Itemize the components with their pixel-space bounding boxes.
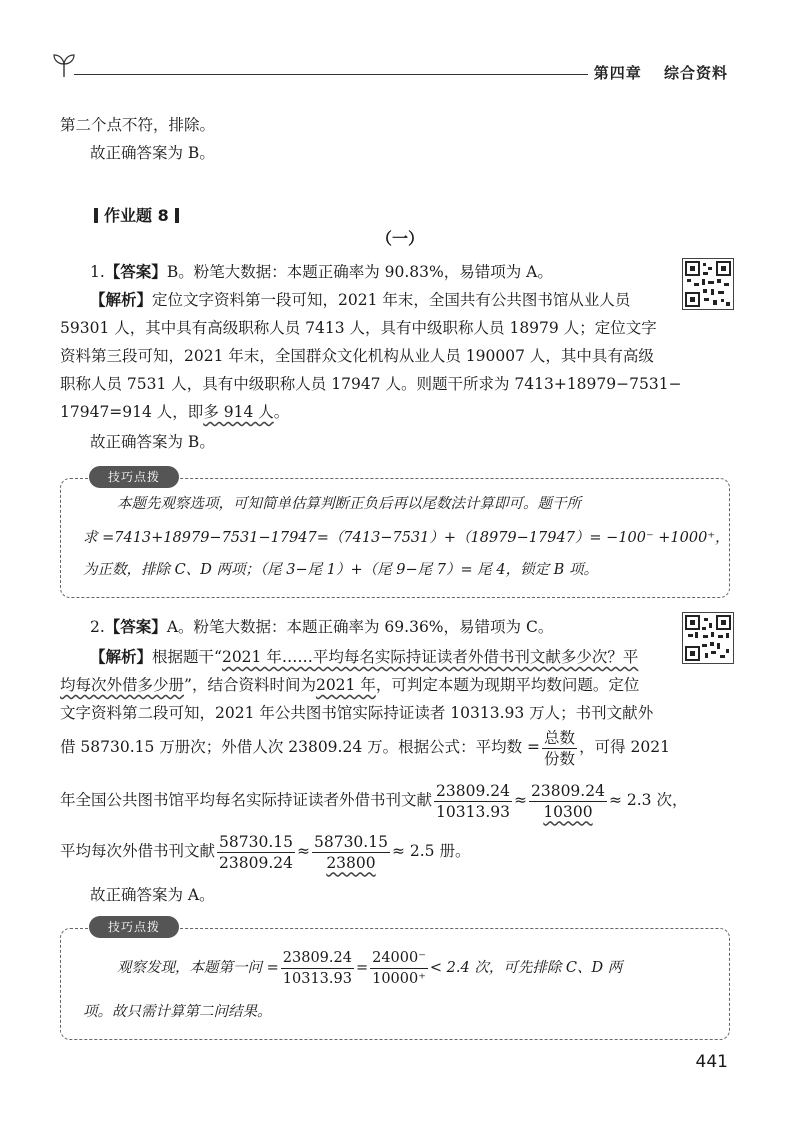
- q2-tip-text-1: 观察发现，本题第一问 =: [117, 960, 279, 976]
- q1-highlight: 多 914 人: [203, 403, 274, 421]
- sprout-icon: [52, 52, 76, 78]
- q2-highlight-1: 2021 年……平均每名实际持证读者外借书刊文献多少次？平: [221, 648, 639, 666]
- approx-sign: ≈: [513, 791, 527, 809]
- approx-sign: ≈: [296, 842, 310, 860]
- page-number: 441: [695, 1052, 728, 1072]
- header-rule: [74, 74, 588, 75]
- q2-analysis-line-3: 文字资料第二段可知，2021 年公共图书馆实际持证读者 10313.93 万人；书刊文献外: [60, 704, 654, 722]
- title-bar-right: [175, 208, 179, 223]
- chapter-title: 综合资料: [663, 64, 728, 82]
- q1-answer-tag: 【答案】: [104, 263, 167, 281]
- q2-answer-tag: 【答案】: [104, 618, 167, 636]
- section-subtitle: （一）: [375, 229, 424, 248]
- q2-answer-line: [90, 616, 553, 638]
- q1-tip-line-3: 为正数，排除 C、D 两项；（尾 3−尾 1）+（尾 9−尾 7）= 尾 4，锁定 B 项。: [83, 562, 598, 578]
- tip-fraction-2: [370, 948, 428, 989]
- qr-icon: [683, 259, 733, 309]
- tip-fraction-1-num: 23809.24: [281, 948, 354, 969]
- tip-fraction-1: [281, 948, 354, 989]
- q2-conclusion: 故正确答案为 A。: [90, 886, 215, 904]
- intro-line-1: 第二个点不符，排除。: [60, 116, 216, 134]
- formula-fraction: [542, 728, 577, 769]
- q1-analysis-line-4: 职称人员 7531 人，具有中级职称人员 17947 人。则题干所求为 7413+18979−7531−: [60, 375, 682, 393]
- q1-tip-box: [60, 470, 730, 598]
- q2-highlight-3: 2021 年: [315, 676, 376, 694]
- q2-analysis-text-6: 平均每次外借书刊文献: [60, 842, 216, 860]
- fraction-4-num: 58730.15: [313, 832, 388, 851]
- q1-analysis-text-5: 17947=914 人，即: [60, 403, 204, 421]
- q1-analysis-line-1: [90, 289, 630, 311]
- chapter-heading: [578, 62, 728, 83]
- q1-analysis-line-2: 59301 人，其中具有高级职称人员 7413 人，具有中级职称人员 18979 人；定位文字: [60, 319, 657, 337]
- section-title-text: 作业题 8: [104, 206, 169, 225]
- q2-tip-line-1: [117, 947, 622, 989]
- tip-fraction-1-den: 10313.93: [282, 970, 352, 987]
- q2-tip-label: 技巧点拨: [89, 916, 179, 938]
- q1-tip-line-1: 本题先观察选项，可知简单估算判断正负后再以尾数法计算即可。题干所: [117, 496, 581, 512]
- fraction-4-den: 23800: [326, 853, 376, 872]
- fraction-2-den: 10300: [543, 802, 593, 821]
- fraction-1-den: 10313.93: [436, 802, 510, 821]
- q2-tip-line-2: 项。故只需计算第二问结果。: [83, 1004, 272, 1020]
- q1-number: 1.: [90, 263, 105, 281]
- section-title: [88, 203, 185, 226]
- fraction-3-den: 23809.24: [219, 853, 293, 872]
- q1-conclusion: 故正确答案为 B。: [90, 433, 215, 451]
- qr-code-q2[interactable]: [682, 612, 734, 664]
- q2-tip-box: [60, 920, 730, 1040]
- q1-answer-line: [90, 261, 553, 283]
- q1-analysis-line-5: [60, 401, 289, 423]
- q2-tip-text-1-end: < 2.4 次，可先排除 C、D 两: [429, 960, 623, 976]
- title-bar-left: [94, 208, 98, 223]
- formula-denominator: 份数: [544, 749, 576, 768]
- q2-analysis-line-4: [60, 727, 670, 769]
- fraction-3: [217, 832, 295, 873]
- tip-fraction-2-den: 10000⁺: [372, 970, 426, 987]
- page-header: [52, 50, 728, 86]
- q1-analysis-text-5-end: 。: [273, 403, 290, 421]
- q2-analysis-text-2-end: ，可判定本题为现期平均数问题。定位: [375, 676, 640, 694]
- formula-numerator: 总数: [544, 728, 576, 747]
- q2-analysis-text-1: 根据题干“: [152, 648, 222, 666]
- chapter-number: 第四章: [593, 64, 642, 82]
- q1-tip-line-2: 求 =7413+18979−7531−17947=（7413−7531）+（18979−17947）= −100⁻ +1000⁺，: [83, 530, 730, 546]
- q1-analysis-tag: 【解析】: [90, 291, 153, 309]
- fraction-4: [312, 832, 390, 873]
- q2-analysis-text-2: ”，结合资料时间为: [184, 676, 316, 694]
- q1-analysis-line-3: 资料第三段可知，2021 年末，全国群众文化机构从业人员 190007 人，其中具有高级: [60, 347, 654, 365]
- fraction-2: [529, 781, 607, 822]
- q1-answer-text: B。粉笔大数据：本题正确率为 90.83%，易错项为 A。: [166, 263, 553, 281]
- q2-number: 2.: [90, 618, 105, 636]
- fraction-1-num: 23809.24: [436, 781, 510, 800]
- fraction-3-num: 58730.15: [219, 832, 293, 851]
- q2-analysis-text-4-end: ，可得 2021: [579, 738, 670, 756]
- qr-code-q1[interactable]: [682, 258, 734, 310]
- intro-line-2: 故正确答案为 B。: [90, 144, 215, 162]
- q2-analysis-line-6: [60, 830, 470, 873]
- qr-icon: [683, 613, 733, 663]
- q2-analysis-line-5: [60, 779, 687, 822]
- equals-sign: =: [355, 960, 369, 976]
- q1-tip-label: 技巧点拨: [89, 466, 179, 488]
- q2-answer-text: A。粉笔大数据：本题正确率为 69.36%，易错项为 C。: [166, 618, 554, 636]
- q2-analysis-text-4: 借 58730.15 万册次；外借人次 23809.24 万。根据公式：平均数 =: [60, 738, 541, 756]
- q2-highlight-2: 均每次外借多少册: [60, 676, 185, 694]
- tip-fraction-2-num: 24000⁻: [370, 948, 428, 969]
- q1-analysis-text-1: 定位文字资料第一段可知，2021 年末，全国共有公共图书馆从业人员: [152, 291, 631, 309]
- fraction-2-num: 23809.24: [530, 781, 605, 800]
- q2-analysis-text-5-end: ≈ 2.3 次，: [608, 791, 688, 809]
- q2-analysis-tag: 【解析】: [90, 648, 153, 666]
- q2-analysis-line-2: [60, 674, 639, 696]
- q2-analysis-text-5: 年全国公共图书馆平均每名实际持证读者外借书刊文献: [60, 791, 433, 809]
- q2-analysis-text-6-end: ≈ 2.5 册。: [391, 842, 471, 860]
- fraction-1: [434, 781, 512, 822]
- q2-analysis-line-1: [90, 646, 638, 668]
